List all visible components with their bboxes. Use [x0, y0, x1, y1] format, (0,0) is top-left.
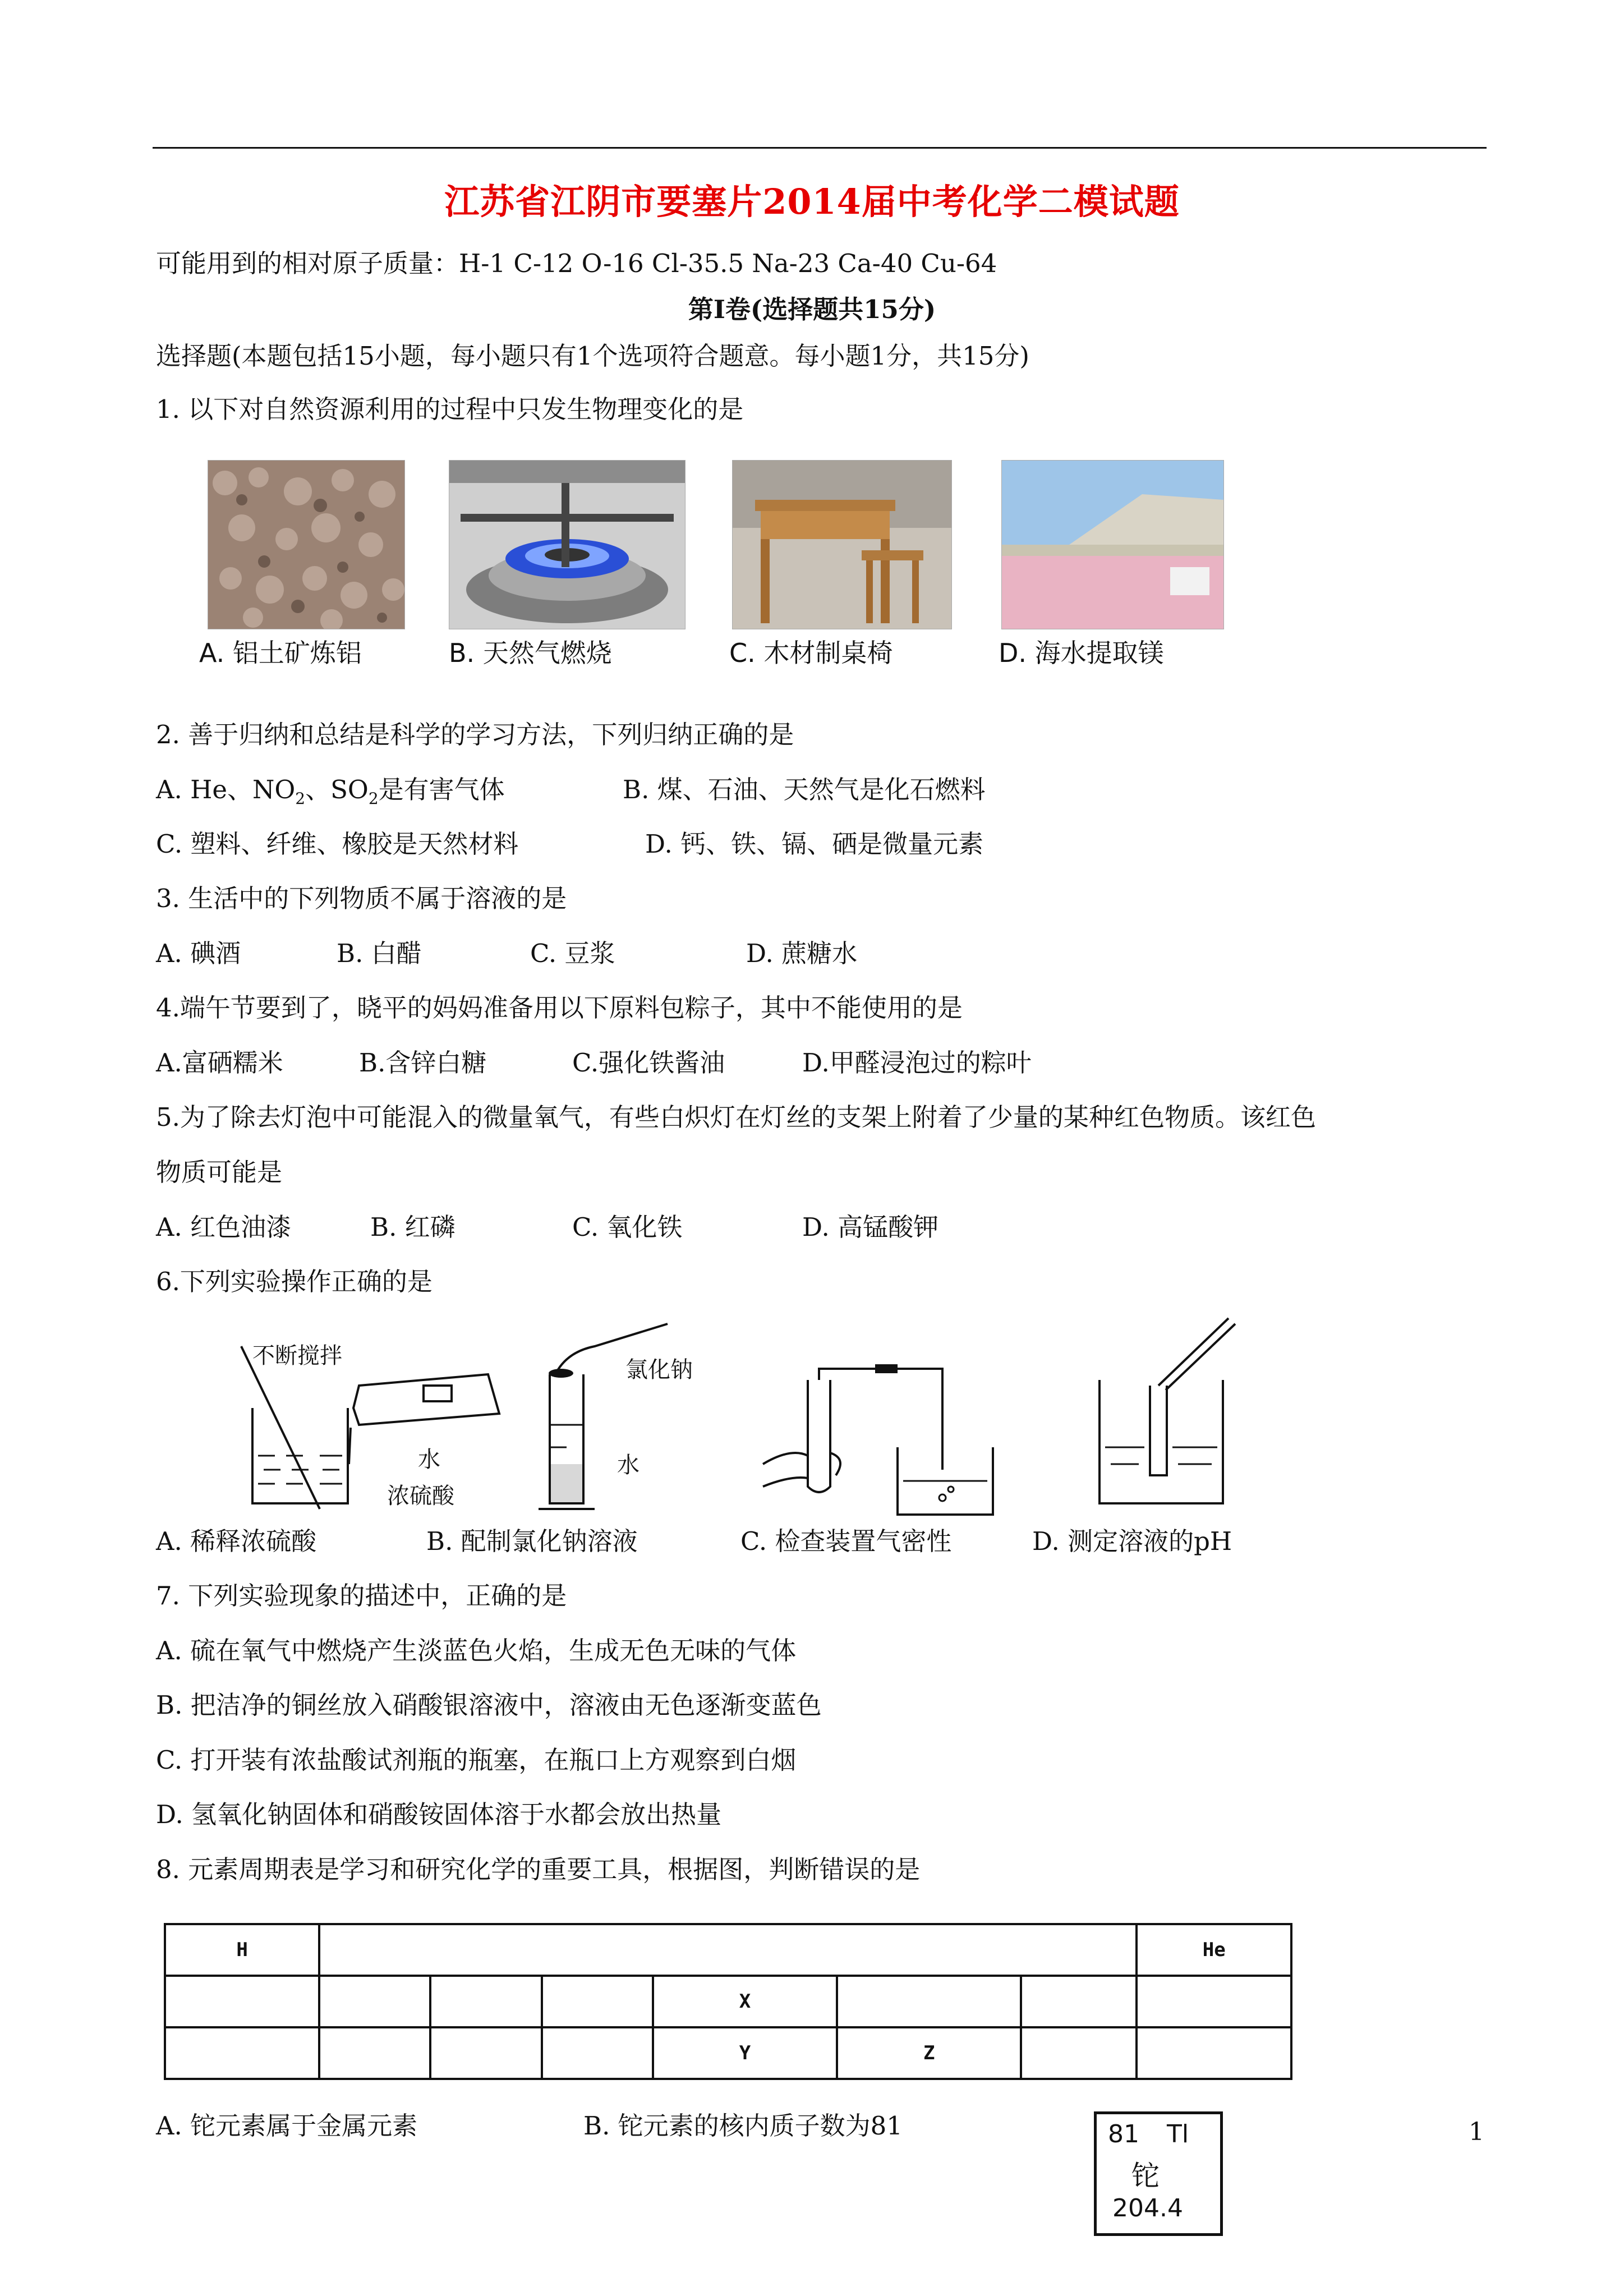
thallium-element-card: [1094, 2111, 1223, 2236]
q8-option-b: B. 铊元素的核内质子数为81: [583, 2111, 903, 2141]
q4-option-b: B.含锌白糖: [359, 1048, 487, 1078]
q6-option-c: C. 检查装置气密性: [740, 1526, 952, 1556]
cell-h: H: [165, 1924, 319, 1976]
q8-stem: 8. 元素周期表是学习和研究化学的重要工具，根据图，判断错误的是: [156, 1855, 921, 1884]
q3-option-c: C. 豆浆: [530, 938, 615, 968]
q6-figure-d: [1088, 1307, 1268, 1520]
section-title: 第Ⅰ卷(选择题共15分): [688, 295, 936, 324]
q6-figure-b: [533, 1313, 746, 1520]
q2-option-a: A. He、$NO_2$、$SO_2$是有害气体: [156, 775, 505, 808]
periodic-table-fragment: [164, 1923, 1292, 2080]
cell-y: Y: [653, 2027, 837, 2079]
q5-option-d: D. 高锰酸钾: [802, 1212, 939, 1242]
q7-option-d: D. 氢氧化钠固体和硝酸铵固体溶于水都会放出热量: [156, 1800, 722, 1829]
q4-option-c: C.强化铁酱油: [572, 1048, 725, 1078]
q6-label-water-a: 水: [418, 1447, 440, 1473]
q1-caption-d: D. 海水提取镁: [999, 638, 1164, 668]
q3-option-b: B. 白醋: [337, 938, 422, 968]
page-title: 江苏省江阴市要塞片2014届中考化学二模试题: [444, 181, 1180, 222]
tl-name: 铊: [1131, 2160, 1160, 2192]
q2-stem: 2. 善于归纳和总结是科学的学习方法，下列归纳正确的是: [156, 720, 794, 749]
q6-label-stir: 不断搅拌: [252, 1343, 342, 1369]
cell-z: Z: [837, 2027, 1021, 2079]
cell-empty-top: [319, 1924, 1137, 1976]
cell-x: X: [653, 1976, 837, 2027]
q7-option-a: A. 硫在氧气中燃烧产生淡蓝色火焰，生成无色无味的气体: [156, 1636, 797, 1665]
q2-option-d: D. 钙、铁、镉、硒是微量元素: [645, 829, 984, 859]
tl-atomic-mass: 204.4: [1112, 2194, 1183, 2223]
q6-label-water-b: 水: [617, 1452, 640, 1478]
q2-option-b: B. 煤、石油、天然气是化石燃料: [623, 775, 986, 804]
q6-figure-c: [757, 1358, 1027, 1520]
cell-he: He: [1137, 1924, 1291, 1976]
photo-seawater: [1001, 460, 1224, 629]
q8-option-a: A. 铊元素属于金属元素: [156, 2111, 418, 2141]
q6-option-d: D. 测定溶液的pH: [1032, 1526, 1232, 1556]
q6-label-acid: 浓硫酸: [387, 1483, 454, 1509]
q6-stem: 6.下列实验操作正确的是: [156, 1267, 433, 1296]
q4-option-a: A.富硒糯米: [156, 1048, 283, 1078]
q6-option-b: B. 配制氯化钠溶液: [426, 1526, 638, 1556]
q5-stem-line2: 物质可能是: [156, 1157, 283, 1187]
tl-symbol: Tl: [1167, 2120, 1189, 2148]
q5-stem-line1: 5.为了除去灯泡中可能混入的微量氧气，有些白炽灯在灯丝的支架上附着了少量的某种红色物质。该红色: [156, 1102, 1316, 1132]
q5-option-c: C. 氧化铁: [572, 1212, 683, 1242]
photo-gas-stove: [449, 460, 686, 629]
q7-option-c: C. 打开装有浓盐酸试剂瓶的瓶塞，在瓶口上方观察到白烟: [156, 1745, 797, 1775]
q3-option-d: D. 蔗糖水: [746, 938, 858, 968]
q6-option-a: A. 稀释浓硫酸: [156, 1526, 317, 1556]
header-rule: [153, 147, 1487, 149]
q7-option-b: B. 把洁净的铜丝放入硝酸银溶液中，溶液由无色逐渐变蓝色: [156, 1690, 822, 1720]
page-number: 1: [1469, 2118, 1484, 2146]
q4-option-d: D.甲醛浸泡过的粽叶: [802, 1048, 1032, 1078]
instructions: 选择题(本题包括15小题，每小题只有1个选项符合题意。每小题1分，共15分): [156, 341, 1029, 371]
q1-stem: 1. 以下对自然资源利用的过程中只发生物理变化的是: [156, 394, 744, 424]
tl-atomic-number: 81: [1108, 2120, 1139, 2148]
q1-caption-c: C. 木材制桌椅: [729, 638, 893, 668]
q1-caption-b: B. 天然气燃烧: [449, 638, 612, 668]
q5-option-a: A. 红色油漆: [156, 1212, 292, 1242]
q3-stem: 3. 生活中的下列物质不属于溶液的是: [156, 884, 567, 913]
photo-wood-desk: [732, 460, 952, 629]
atomic-masses: 可能用到的相对原子质量：H-1 C-12 O-16 Cl-35.5 Na-23 Ca-40 Cu-64: [156, 249, 997, 278]
q4-stem: 4.端午节要到了，晓平的妈妈准备用以下原料包粽子，其中不能使用的是: [156, 993, 963, 1023]
q3-option-a: A. 碘酒: [156, 938, 241, 968]
photo-bauxite: [208, 460, 405, 629]
q1-caption-a: A. 铝土矿炼铝: [199, 638, 362, 668]
q6-label-nacl: 氯化钠: [625, 1357, 693, 1383]
q2-option-c: C. 塑料、纤维、橡胶是天然材料: [156, 829, 519, 859]
q5-option-b: B. 红磷: [370, 1212, 456, 1242]
q7-stem: 7. 下列实验现象的描述中，正确的是: [156, 1581, 567, 1611]
